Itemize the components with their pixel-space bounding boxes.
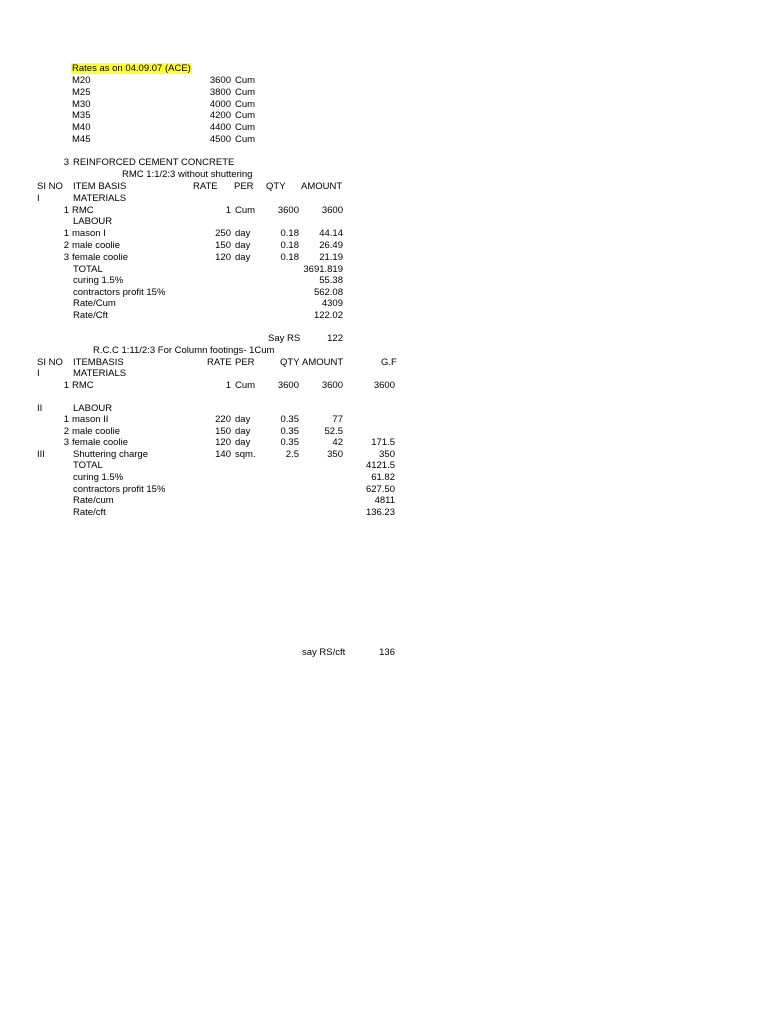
row-rate: 250 — [215, 228, 231, 239]
rates-title: Rates as on 04.09.07 (ACE) — [72, 63, 191, 74]
rate-value: 3600 — [209, 75, 231, 86]
row-rate: 150 — [215, 426, 231, 437]
row-qty: 0.35 — [280, 414, 299, 425]
row-amount: 77 — [332, 414, 343, 425]
row-qty: 3600 — [277, 205, 299, 216]
row-qty: 2.5 — [285, 449, 299, 460]
row-qty: 0.18 — [280, 240, 299, 251]
totals-label: TOTAL — [73, 264, 103, 275]
rate-grade: M45 — [72, 134, 91, 145]
row-gf: 350 — [379, 449, 395, 460]
header-rate: RATE — [207, 357, 232, 368]
row-per: day — [235, 240, 251, 251]
row-per: day — [235, 414, 251, 425]
row-amount: 44.14 — [319, 228, 343, 239]
row-item: mason II — [72, 414, 109, 425]
rate-grade: M25 — [72, 87, 91, 98]
rate-value: 4000 — [209, 99, 231, 110]
rate-grade: M35 — [72, 110, 91, 121]
group-roman: III — [37, 449, 45, 460]
header-amount: AMOUNT — [302, 357, 344, 368]
row-amount: 350 — [327, 449, 343, 460]
row-number: 1 — [63, 380, 69, 391]
header-slno: SI NO — [37, 357, 63, 368]
totals-label: contractors profit 15% — [73, 287, 166, 298]
totals-value: 3691.819 — [303, 264, 343, 275]
group-roman: I — [37, 368, 40, 379]
row-number: 1 — [63, 228, 69, 239]
header-per: PER — [234, 181, 254, 192]
row-number: 3 — [63, 437, 69, 448]
group-roman: II — [37, 403, 43, 414]
say-label: Say RS — [268, 333, 301, 344]
group-label: LABOUR — [73, 403, 113, 414]
row-per: day — [235, 228, 251, 239]
row-number: 2 — [63, 426, 69, 437]
rate-unit: Cum — [235, 99, 256, 110]
row-per: Cum — [235, 205, 256, 216]
say-value: 136 — [379, 647, 395, 658]
row-number: 1 — [63, 205, 69, 216]
row-per: day — [235, 437, 251, 448]
row-per: Cum — [235, 380, 256, 391]
row-gf: 171.5 — [371, 437, 395, 448]
row-amount: 3600 — [321, 205, 343, 216]
rate-unit: Cum — [235, 122, 256, 133]
row-number: 1 — [63, 414, 69, 425]
totals-label: curing 1.5% — [73, 472, 124, 483]
rate-grade: M30 — [72, 99, 91, 110]
row-per: day — [235, 252, 251, 263]
row-rate: 140 — [215, 449, 231, 460]
row-number: 2 — [63, 240, 69, 251]
section-title: REINFORCED CEMENT CONCRETE — [73, 157, 235, 168]
rate-value: 3800 — [209, 87, 231, 98]
header-item: ITEM BASIS — [73, 181, 127, 192]
totals-label: Rate/cum — [73, 495, 114, 506]
row-rate: 120 — [215, 437, 231, 448]
row-amount: 26.49 — [319, 240, 343, 251]
totals-value: 4121.5 — [365, 460, 395, 471]
row-qty: 0.18 — [280, 252, 299, 263]
row-rate: 150 — [215, 240, 231, 251]
header-rate: RATE — [193, 181, 218, 192]
header-qty: QTY — [266, 181, 286, 192]
row-item: male coolie — [72, 240, 121, 251]
rate-unit: Cum — [235, 134, 256, 145]
totals-value: 562.08 — [313, 287, 343, 298]
header-item: ITEMBASIS — [73, 357, 124, 368]
group-label: LABOUR — [73, 216, 113, 227]
rate-grade: M40 — [72, 122, 91, 133]
totals-label: Rate/Cft — [73, 310, 108, 321]
row-rate: 1 — [225, 205, 231, 216]
section-subtitle: RMC 1:1/2:3 without shuttering — [122, 169, 253, 180]
row-item: RMC — [72, 380, 94, 391]
rate-value: 4400 — [209, 122, 231, 133]
header-slno: SI NO — [37, 181, 63, 192]
totals-value: 122.02 — [313, 310, 343, 321]
totals-value: 136.23 — [365, 507, 395, 518]
row-item: male coolie — [72, 426, 121, 437]
row-qty: 3600 — [277, 380, 299, 391]
section-number: 3 — [63, 157, 69, 168]
row-item: RMC — [72, 205, 94, 216]
row-rate: 220 — [215, 414, 231, 425]
totals-value: 61.82 — [371, 472, 395, 483]
rate-unit: Cum — [235, 75, 256, 86]
row-qty: 0.35 — [280, 437, 299, 448]
group-label: MATERIALS — [73, 193, 127, 204]
rate-unit: Cum — [235, 110, 256, 121]
header-gf: G.F — [381, 357, 397, 368]
row-qty: 0.35 — [280, 426, 299, 437]
group-roman: I — [37, 193, 40, 204]
row-amount: 52.5 — [324, 426, 343, 437]
row-number: 3 — [63, 252, 69, 263]
row-per: day — [235, 426, 251, 437]
rate-value: 4500 — [209, 134, 231, 145]
row-per: sqm. — [235, 449, 256, 460]
rate-unit: Cum — [235, 87, 256, 98]
say-label: say RS/cft — [302, 647, 346, 658]
totals-label: TOTAL — [73, 460, 103, 471]
header-per: PER — [235, 357, 255, 368]
rate-value: 4200 — [209, 110, 231, 121]
say-value: 122 — [327, 333, 343, 344]
totals-label: curing 1.5% — [73, 275, 124, 286]
header-amount: AMOUNT — [301, 181, 343, 192]
totals-label: Rate/Cum — [73, 298, 116, 309]
row-item: female coolie — [72, 252, 128, 263]
totals-value: 4309 — [321, 298, 343, 309]
row-amount: 42 — [332, 437, 343, 448]
totals-label: contractors profit 15% — [73, 484, 166, 495]
totals-label: Rate/cft — [73, 507, 106, 518]
group-label: MATERIALS — [73, 368, 127, 379]
row-amount: 21.19 — [319, 252, 343, 263]
totals-value: 627.50 — [365, 484, 395, 495]
header-qty: QTY — [280, 357, 300, 368]
row-rate: 120 — [215, 252, 231, 263]
row-item: female coolie — [72, 437, 128, 448]
totals-value: 4811 — [374, 495, 395, 506]
row-item: mason I — [72, 228, 106, 239]
row-item: Shuttering charge — [73, 449, 148, 460]
row-qty: 0.18 — [280, 228, 299, 239]
totals-value: 55.38 — [319, 275, 343, 286]
row-rate: 1 — [225, 380, 231, 391]
row-gf: 3600 — [373, 380, 395, 391]
section-title: R.C.C 1:11/2:3 For Column footings- 1Cum — [93, 345, 275, 356]
rate-grade: M20 — [72, 75, 91, 86]
row-amount: 3600 — [321, 380, 343, 391]
